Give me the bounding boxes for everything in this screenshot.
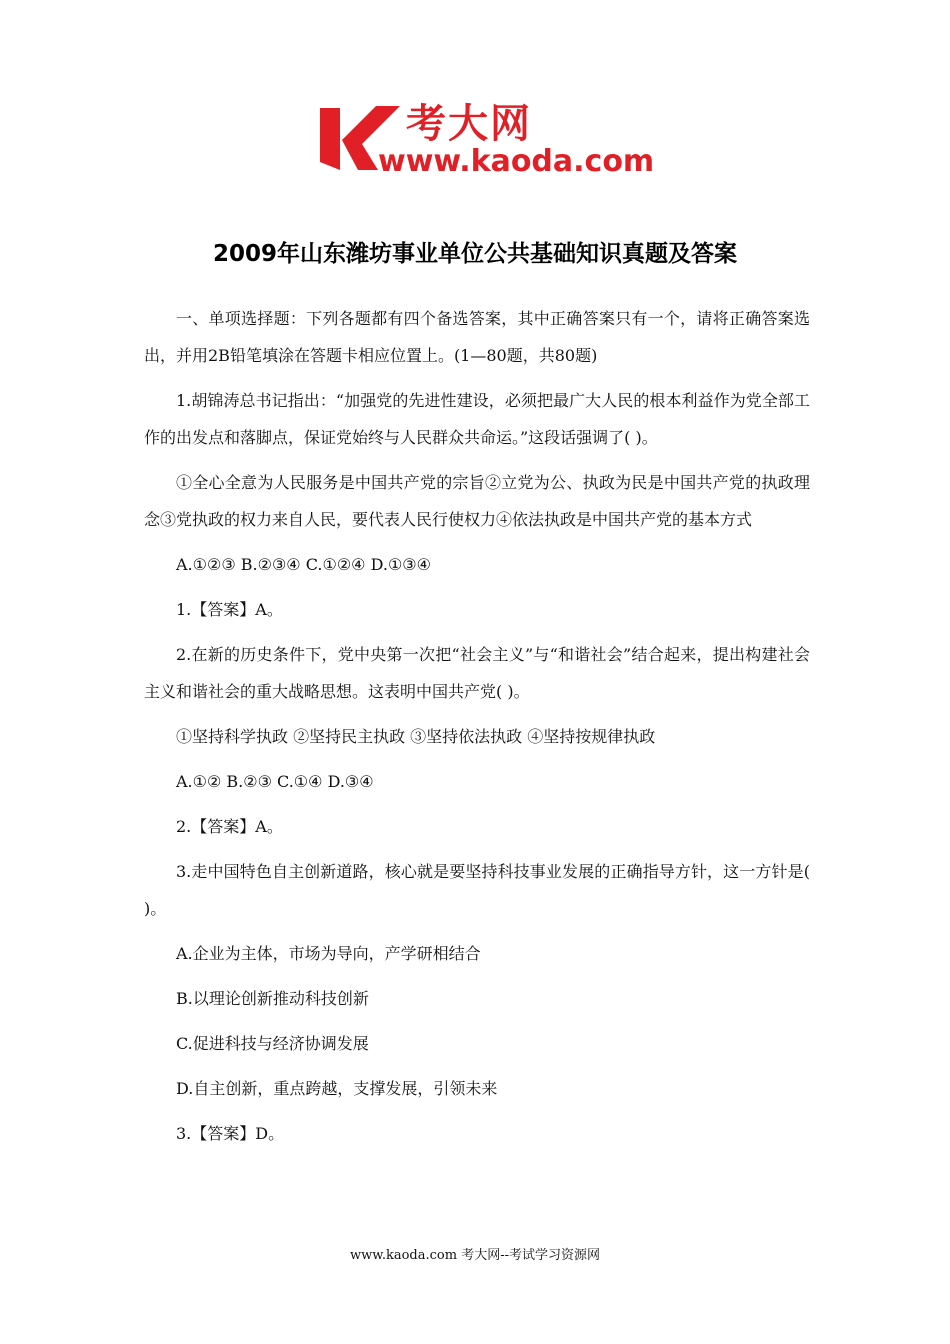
q3-option-c: C.促进科技与经济协调发展 [176, 1034, 369, 1053]
q1-options: A.①②③ B.②③④ C.①②④ D.①③④ [176, 555, 431, 574]
q1-items: ①全心全意为人民服务是中国共产党的宗旨②立党为公、执政为民是中国共产党的执政理念③党执政的权力来自人民，要代表人民行使权力④依法执政是中国共产党的基本方式 [144, 473, 810, 529]
intro-paragraph: 一、单项选择题：下列各题都有四个备选答案，其中正确答案只有一个，请将正确答案选出，并用2B铅笔填涂在答题卡相应位置上。(1—80题，共80题) [144, 309, 810, 365]
q2-items: ①坚持科学执政 ②坚持民主执政 ③坚持依法执政 ④坚持按规律执政 [176, 727, 656, 746]
kaoda-logo [318, 100, 655, 180]
q3-answer: 3.【答案】D。 [176, 1124, 285, 1143]
page-footer: www.kaoda.com 考大网--考试学习资源网 [350, 1248, 600, 1263]
q2-options: A.①② B.②③ C.①④ D.③④ [176, 772, 374, 791]
q3-option-d: D.自主创新，重点跨越，支撑发展，引领未来 [176, 1079, 498, 1098]
q2-stem: 2.在新的历史条件下，党中央第一次把“社会主义”与“和谐社会”结合起来，提出构建社会主义和谐社会的重大战略思想。这表明中国共产党( )。 [144, 645, 810, 701]
q3-option-b: B.以理论创新推动科技创新 [176, 989, 369, 1008]
q1-stem: 1.胡锦涛总书记指出：“加强党的先进性建设，必须把最广大人民的根本利益作为党全部工作的出发点和落脚点，保证党始终与人民群众共命运。”这段话强调了( )。 [144, 391, 810, 447]
document-title: 2009年山东潍坊事业单位公共基础知识真题及答案 [212, 241, 737, 267]
logo-brand-name: 考大网 [406, 101, 532, 147]
document-body [144, 300, 810, 1160]
q2-answer: 2.【答案】A。 [176, 817, 283, 836]
q3-option-a: A.企业为主体，市场为导向，产学研相结合 [176, 944, 481, 963]
logo-url: www.kaoda.com [378, 144, 655, 179]
q3-stem: 3.走中国特色自主创新道路，核心就是要坚持科技事业发展的正确指导方针，这一方针是( )。 [144, 862, 810, 918]
q1-answer: 1.【答案】A。 [176, 600, 283, 619]
